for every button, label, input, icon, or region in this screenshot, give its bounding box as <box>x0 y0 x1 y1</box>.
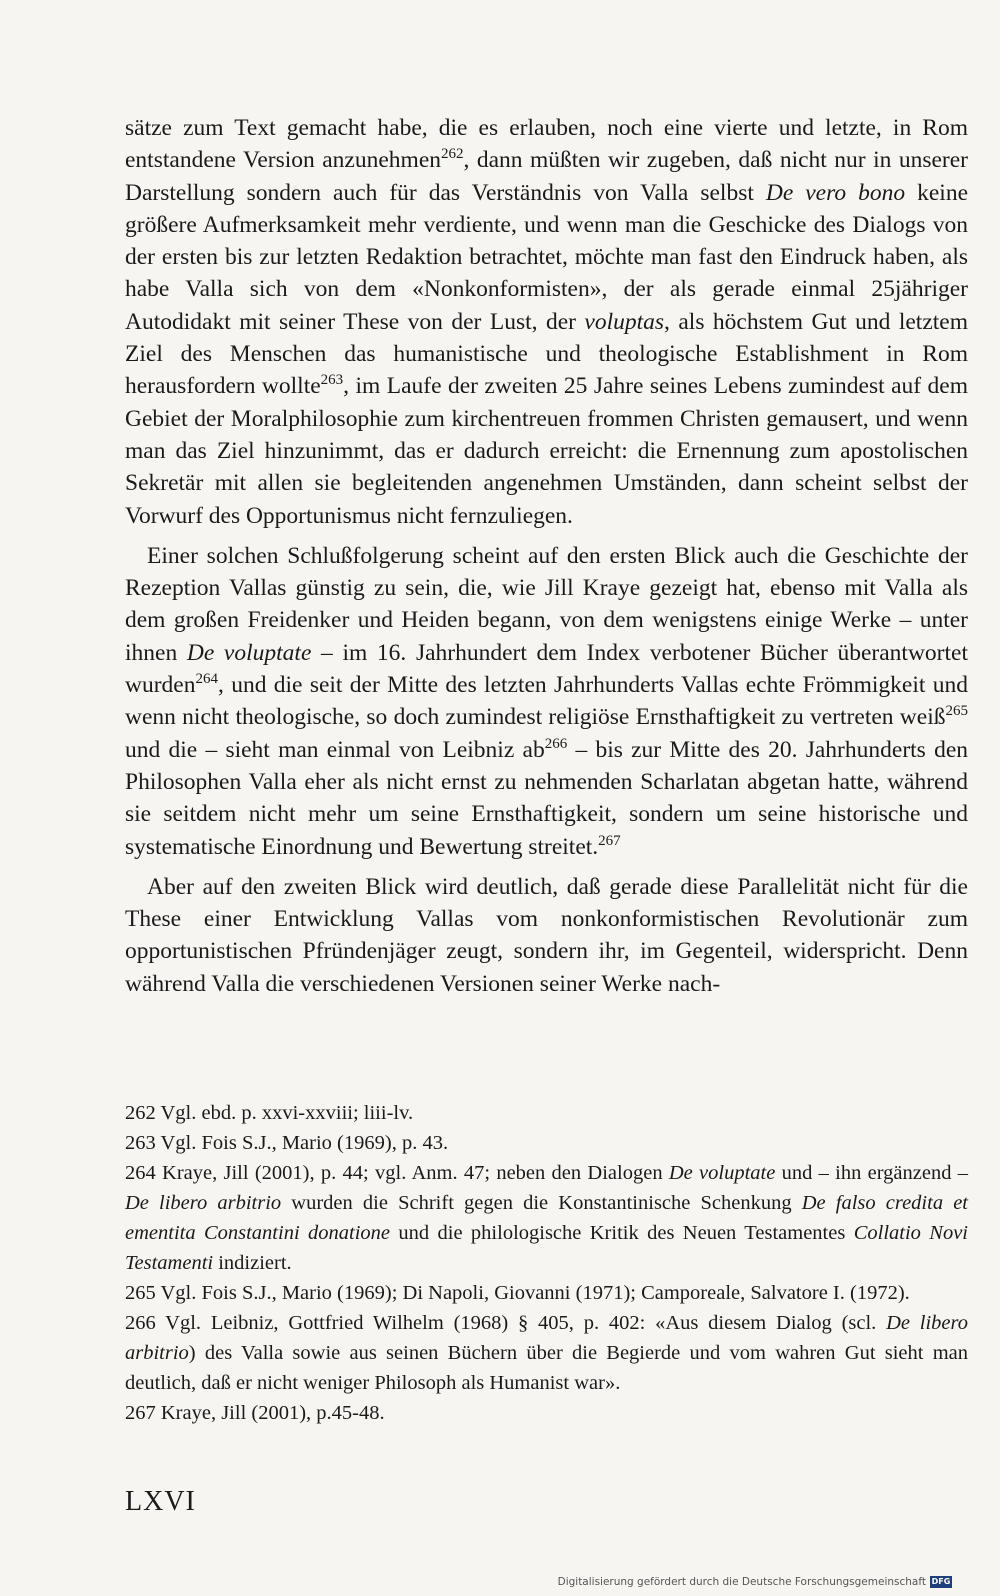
page-number: LXVI <box>125 1486 196 1517</box>
footnote-ref-263[interactable]: 263 <box>320 372 344 389</box>
footnote-ref-264[interactable]: 264 <box>195 671 218 688</box>
footnote-264: 264 Kraye, Jill (2001), p. 44; vgl. Anm. 47; neben den Dialogen De voluptate und – ihn ergänzend – De libero arbitrio wurden die Schrift gegen die Konstantinische Schenkung De falso credita et ementita Constantini donatione und die philologische Kritik des Neuen Testamentes Collatio Novi Testamenti indiziert. <box>125 1162 969 1274</box>
footnote-263: 263 Vgl. Fois S.J., Mario (1969), p. 43. <box>125 1132 449 1154</box>
footnote-267: 267 Kraye, Jill (2001), p.45-48. <box>125 1402 385 1424</box>
footnote-ref-262[interactable]: 262 <box>441 146 464 163</box>
footnote-ref-267[interactable]: 267 <box>598 832 621 849</box>
dfg-logo-icon: DFG <box>931 1577 951 1586</box>
footnote-262: 262 Vgl. ebd. p. xxvi-xxviii; liii-lv. <box>125 1102 414 1124</box>
footnote-ref-265[interactable]: 265 <box>945 703 968 720</box>
paragraph-2: Einer solchen Schlußfolgerung scheint auf den ersten Blick auch die Geschichte der Rezeption Vallas günstig zu sein, die, wie Jill Kraye gezeigt hat, ebenso mit Valla als dem großen Freidenker und Heiden begann, von dem wenigstens einige Werke – unter ihnen De voluptate – im 16. Jahrhundert dem Index verbotener Bücher überantwortet wurden$^{264}$, und die seit der Mitte des letzten Jahrhunderts Vallas echte Frömmigkeit und wenn nicht theologische, so doch zumindest religiöse Ernsthaftigkeit zu vertreten weiß$^{265}$ und die – sieht man einmal von Leibniz $ab^{266}$ – bis zur Mitte des 20. Jahrhunderts den Philosophen Valla eher als nicht ernst zu nehmenden Scharlatan abgetan hatte, während sie seitdem nicht mehr um seine Ernsthaftigkeit, sondern um seine historische und systematische Einordnung und Bewertung streitet.$^{267}$ <box>125 542 968 860</box>
footnotes <box>125 1098 968 1428</box>
footnote-266: 266 Vgl. Leibniz, Gottfried Wilhelm (1968) § 405, p. 402: «Aus diesem Dialog (scl. De libero arbitrio) des Valla sowie aus seinen Büchern über die Begierde und vom wahren Gut sieht man deutlich, daß er nicht weniger Philosoph als Humanist war». <box>125 1312 968 1394</box>
digitization-credit <box>558 1576 952 1588</box>
credit-text: Digitalisierung gefördert durch die Deutsche Forschungsgemeinschaft <box>557 1576 926 1588</box>
paragraph-3: Aber auf den zweiten Blick wird deutlich, daß gerade diese Parallelität nicht für die These einer Entwicklung Vallas vom nonkonformistischen Revolutionär zum opportunistischen Pfründenjäger zeugt, sondern ihr, im Gegenteil, widerspricht. Denn während Valla die verschiedenen Versionen seiner Werke nach- <box>125 873 968 997</box>
footnote-ref-266[interactable]: 266 <box>544 735 568 752</box>
main-text <box>125 112 968 1000</box>
paragraph-1: sätze zum Text gemacht habe, die es erlauben, noch eine vierte und letzte, in Rom entstandene Version anzunehmen$^{262}$, dann müßten wir zugeben, daß nicht nur in unserer Darstellung sondern auch für das Verständnis von Valla selbst De vero bono keine größere Aufmerksamkeit mehr verdiente, und wenn man die Geschicke des Dialogs von der ersten bis zur letzten Redaktion betrachtet, möchte man fast den Eindruck haben, als habe Valla sich von dem «Nonkonformisten», der als gerade einmal 25jähriger Autodidakt mit seiner These von der Lust, der voluptas, als höchstem Gut und letztem Ziel des Menschen das humanistische und theologische Establishment in Rom herausfordern wollte$^{263}$, im Laufe der zweiten 25 Jahre seines Lebens zumindest auf dem Gebiet der Moralphilosophie zum kirchentreuen frommen Christen gemausert, und wenn man das Ziel hinzunimmt, das er dadurch erreicht: die Ernennung zum apostolischen Sekretär mit allen sie begleitenden angenehmen Umständen, dann scheint selbst der Vorwurf des Opportunismus nicht fernzuliegen. <box>125 115 969 529</box>
footnote-265: 265 Vgl. Fois S.J., Mario (1969); Di Napoli, Giovanni (1971); Camporeale, Salvatore I. (1972). <box>125 1282 910 1304</box>
